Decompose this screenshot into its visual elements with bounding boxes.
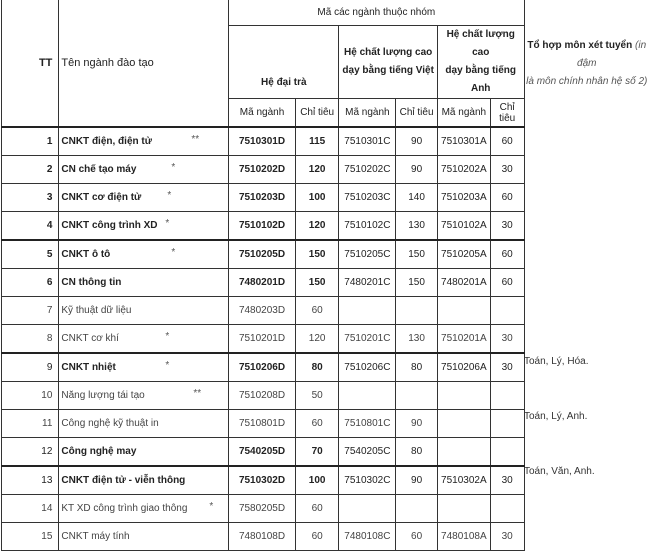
quota-hq-en: 30 [490, 212, 524, 241]
quota-hq-vn: 90 [396, 410, 438, 438]
code-hq-en: 7480108A [437, 523, 490, 551]
header-group-title: Mã các ngành thuộc nhóm [229, 0, 524, 26]
quota-regular: 60 [295, 410, 339, 438]
combo-math-physics-english: Toán, Lý, Anh. [524, 411, 588, 422]
star-mark: * [209, 501, 214, 512]
quota-hq-en [490, 495, 524, 523]
code-regular: 7510203D [229, 184, 296, 212]
major-name: CNKT cơ điện tử [61, 192, 142, 203]
row-tt: 4 [2, 212, 59, 241]
header-quota-hq-en: Chỉ tiêu [490, 99, 524, 128]
row-tt: 5 [2, 240, 59, 269]
quota-hq-en: 30 [490, 325, 524, 354]
table-row [2, 382, 650, 410]
code-hq-en [437, 382, 490, 410]
quota-hq-en: 30 [490, 523, 524, 551]
row-tt: 14 [2, 495, 59, 523]
table-row [2, 212, 650, 241]
code-hq-vn: 7510201C [339, 325, 396, 354]
quota-hq-vn: 90 [396, 127, 438, 156]
quota-hq-en: 60 [490, 269, 524, 297]
star-mark: * [167, 190, 172, 201]
quota-hq-vn: 80 [396, 353, 438, 382]
quota-hq-vn: 130 [396, 325, 438, 354]
row-name [59, 325, 229, 354]
hq-vn-line1: Hệ chất lượng cao [344, 47, 433, 58]
row-tt: 6 [2, 269, 59, 297]
code-hq-en: 7510205A [437, 240, 490, 269]
combo-header-italic-2: là môn chính nhân hệ số 2) [526, 75, 648, 87]
row-name [59, 127, 229, 156]
row-name [59, 438, 229, 467]
header-code-regular: Mã ngành [229, 99, 296, 128]
star-mark: * [165, 218, 170, 229]
major-name: Năng lượng tái tạo [61, 390, 145, 401]
quota-hq-vn: 150 [396, 269, 438, 297]
major-name: CN thông tin [61, 277, 122, 288]
code-regular: 7510801D [229, 410, 296, 438]
quota-hq-en [490, 382, 524, 410]
header-name: Tên ngành đào tạo [59, 0, 229, 127]
combo-cell [524, 382, 650, 410]
header-tt: TT [2, 0, 59, 127]
row-tt: 8 [2, 325, 59, 354]
code-regular: 7510301D [229, 127, 296, 156]
table-row [2, 240, 650, 269]
major-name: CNKT công trình XD [61, 220, 158, 231]
table-row [2, 297, 650, 325]
combo-header-italic-1: (in đậm [577, 39, 647, 69]
quota-hq-en: 30 [490, 353, 524, 382]
combo-cell [524, 269, 650, 297]
code-hq-en: 7480201A [437, 269, 490, 297]
major-name: CNKT ô tô [61, 249, 111, 260]
combo-cell [524, 184, 650, 212]
quota-hq-vn: 60 [396, 523, 438, 551]
code-hq-vn: 7510301C [339, 127, 396, 156]
table-row [2, 495, 650, 523]
code-hq-vn [339, 297, 396, 325]
header-hq-en [437, 26, 524, 99]
header-quota-regular: Chỉ tiêu [295, 99, 339, 128]
code-hq-en: 7510206A [437, 353, 490, 382]
table-row [2, 523, 650, 551]
quota-regular: 120 [295, 156, 339, 184]
code-hq-vn: 7510302C [339, 466, 396, 495]
hq-vn-line2: dạy bằng tiếng Việt [342, 65, 434, 76]
table-row [2, 269, 650, 297]
row-tt: 7 [2, 297, 59, 325]
quota-hq-en [490, 297, 524, 325]
code-regular: 7510102D [229, 212, 296, 241]
quota-hq-vn [396, 382, 438, 410]
code-regular: 7480108D [229, 523, 296, 551]
code-regular: 7510302D [229, 466, 296, 495]
combo-cell [524, 495, 650, 523]
row-tt: 15 [2, 523, 59, 551]
row-name [59, 523, 229, 551]
combo-cell [524, 127, 650, 156]
major-name: CN chế tạo máy [61, 164, 137, 175]
code-regular: 7540205D [229, 438, 296, 467]
table-row [2, 127, 650, 156]
row-tt: 12 [2, 438, 59, 467]
combo-cell [524, 156, 650, 184]
code-hq-en: 7510102A [437, 212, 490, 241]
code-hq-vn: 7480201C [339, 269, 396, 297]
combo-cell [524, 240, 650, 269]
row-name [59, 212, 229, 241]
quota-regular: 60 [295, 523, 339, 551]
combo-cell [524, 438, 650, 467]
row-name [59, 297, 229, 325]
hq-en-line1: Hệ chất lượng cao [446, 29, 515, 58]
quota-hq-vn: 140 [396, 184, 438, 212]
quota-hq-vn: 90 [396, 156, 438, 184]
header-code-hq-vn: Mã ngành [339, 99, 396, 128]
header-code-hq-en: Mã ngành [437, 99, 490, 128]
star-mark: * [171, 162, 176, 173]
combo-cell [524, 523, 650, 551]
table-row [2, 184, 650, 212]
code-regular: 7480203D [229, 297, 296, 325]
row-name [59, 269, 229, 297]
code-regular: 7580205D [229, 495, 296, 523]
code-regular: 7510205D [229, 240, 296, 269]
quota-regular: 70 [295, 438, 339, 467]
combo-math-literature-english: Toán, Văn, Anh. [524, 466, 595, 477]
code-hq-en [437, 410, 490, 438]
code-hq-en: 7510201A [437, 325, 490, 354]
major-name: CNKT cơ khí [61, 333, 119, 344]
row-tt: 10 [2, 382, 59, 410]
quota-hq-vn: 90 [396, 466, 438, 495]
star-mark: * [165, 360, 170, 371]
code-hq-en [437, 297, 490, 325]
code-hq-en: 7510203A [437, 184, 490, 212]
code-hq-en: 7510202A [437, 156, 490, 184]
row-tt: 13 [2, 466, 59, 495]
star-mark: ** [191, 134, 200, 145]
quota-hq-en: 60 [490, 184, 524, 212]
code-hq-vn: 7510205C [339, 240, 396, 269]
quota-regular: 60 [295, 297, 339, 325]
quota-hq-en: 60 [490, 127, 524, 156]
quota-hq-vn: 80 [396, 438, 438, 467]
row-name [59, 184, 229, 212]
header-hq-vn [339, 26, 437, 99]
major-name: CNKT điện, điện tử [61, 136, 152, 147]
quota-hq-en: 30 [490, 156, 524, 184]
quota-regular: 120 [295, 325, 339, 354]
quota-hq-vn: 130 [396, 212, 438, 241]
combo-cell [524, 297, 650, 325]
quota-regular: 100 [295, 184, 339, 212]
table-row [2, 325, 650, 354]
row-tt: 9 [2, 353, 59, 382]
code-hq-vn: 7540205C [339, 438, 396, 467]
row-name [59, 382, 229, 410]
table-row [2, 156, 650, 184]
code-regular: 7510206D [229, 353, 296, 382]
combo-cell [524, 325, 650, 354]
quota-regular: 100 [295, 466, 339, 495]
code-hq-en: 7510302A [437, 466, 490, 495]
major-name: CNKT nhiệt [61, 362, 116, 373]
row-tt: 11 [2, 410, 59, 438]
header-quota-hq-vn: Chỉ tiêu [396, 99, 438, 128]
row-tt: 2 [2, 156, 59, 184]
quota-hq-en: 30 [490, 466, 524, 495]
star-mark: * [171, 247, 176, 258]
quota-regular: 115 [295, 127, 339, 156]
quota-hq-vn [396, 495, 438, 523]
code-hq-en [437, 438, 490, 467]
quota-hq-en [490, 438, 524, 467]
code-hq-en [437, 495, 490, 523]
row-name [59, 353, 229, 382]
quota-hq-en [490, 410, 524, 438]
code-hq-vn: 7510102C [339, 212, 396, 241]
star-mark: * [165, 331, 170, 342]
row-name [59, 156, 229, 184]
major-name: Kỹ thuật dữ liệu [61, 305, 132, 316]
code-hq-vn [339, 495, 396, 523]
code-hq-vn [339, 382, 396, 410]
table-row [2, 438, 650, 467]
quota-hq-vn: 150 [396, 240, 438, 269]
row-tt: 3 [2, 184, 59, 212]
quota-regular: 150 [295, 240, 339, 269]
code-regular: 7510208D [229, 382, 296, 410]
quota-regular: 150 [295, 269, 339, 297]
quota-regular: 120 [295, 212, 339, 241]
combo-cell [524, 212, 650, 241]
row-name [59, 495, 229, 523]
major-name: KT XD công trình giao thông [61, 503, 188, 514]
major-name: Công nghệ may [61, 446, 137, 457]
code-hq-vn: 7510202C [339, 156, 396, 184]
major-name: CNKT điện tử - viễn thông [61, 475, 186, 486]
major-name: CNKT máy tính [61, 531, 130, 542]
row-tt: 1 [2, 127, 59, 156]
major-name: Công nghệ kỹ thuật in [61, 418, 159, 429]
code-hq-vn: 7510801C [339, 410, 396, 438]
row-name [59, 240, 229, 269]
quota-regular: 80 [295, 353, 339, 382]
code-regular: 7510202D [229, 156, 296, 184]
header-regular: Hệ đại trà [229, 26, 339, 99]
star-mark: ** [193, 388, 202, 399]
code-hq-vn: 7510203C [339, 184, 396, 212]
row-name [59, 466, 229, 495]
row-name [59, 410, 229, 438]
combo-header-bold: Tổ hợp môn xét tuyển [527, 39, 633, 51]
quota-hq-vn [396, 297, 438, 325]
code-hq-vn: 7510206C [339, 353, 396, 382]
hq-en-line2: dạy bằng tiếng Anh [445, 65, 516, 94]
code-regular: 7480201D [229, 269, 296, 297]
header-combo [524, 0, 650, 127]
combo-math-physics-chemistry: Toán, Lý, Hóa. [524, 356, 589, 367]
code-hq-vn: 7480108C [339, 523, 396, 551]
quota-regular: 60 [295, 495, 339, 523]
quota-hq-en: 60 [490, 240, 524, 269]
code-hq-en: 7510301A [437, 127, 490, 156]
quota-regular: 50 [295, 382, 339, 410]
code-regular: 7510201D [229, 325, 296, 354]
